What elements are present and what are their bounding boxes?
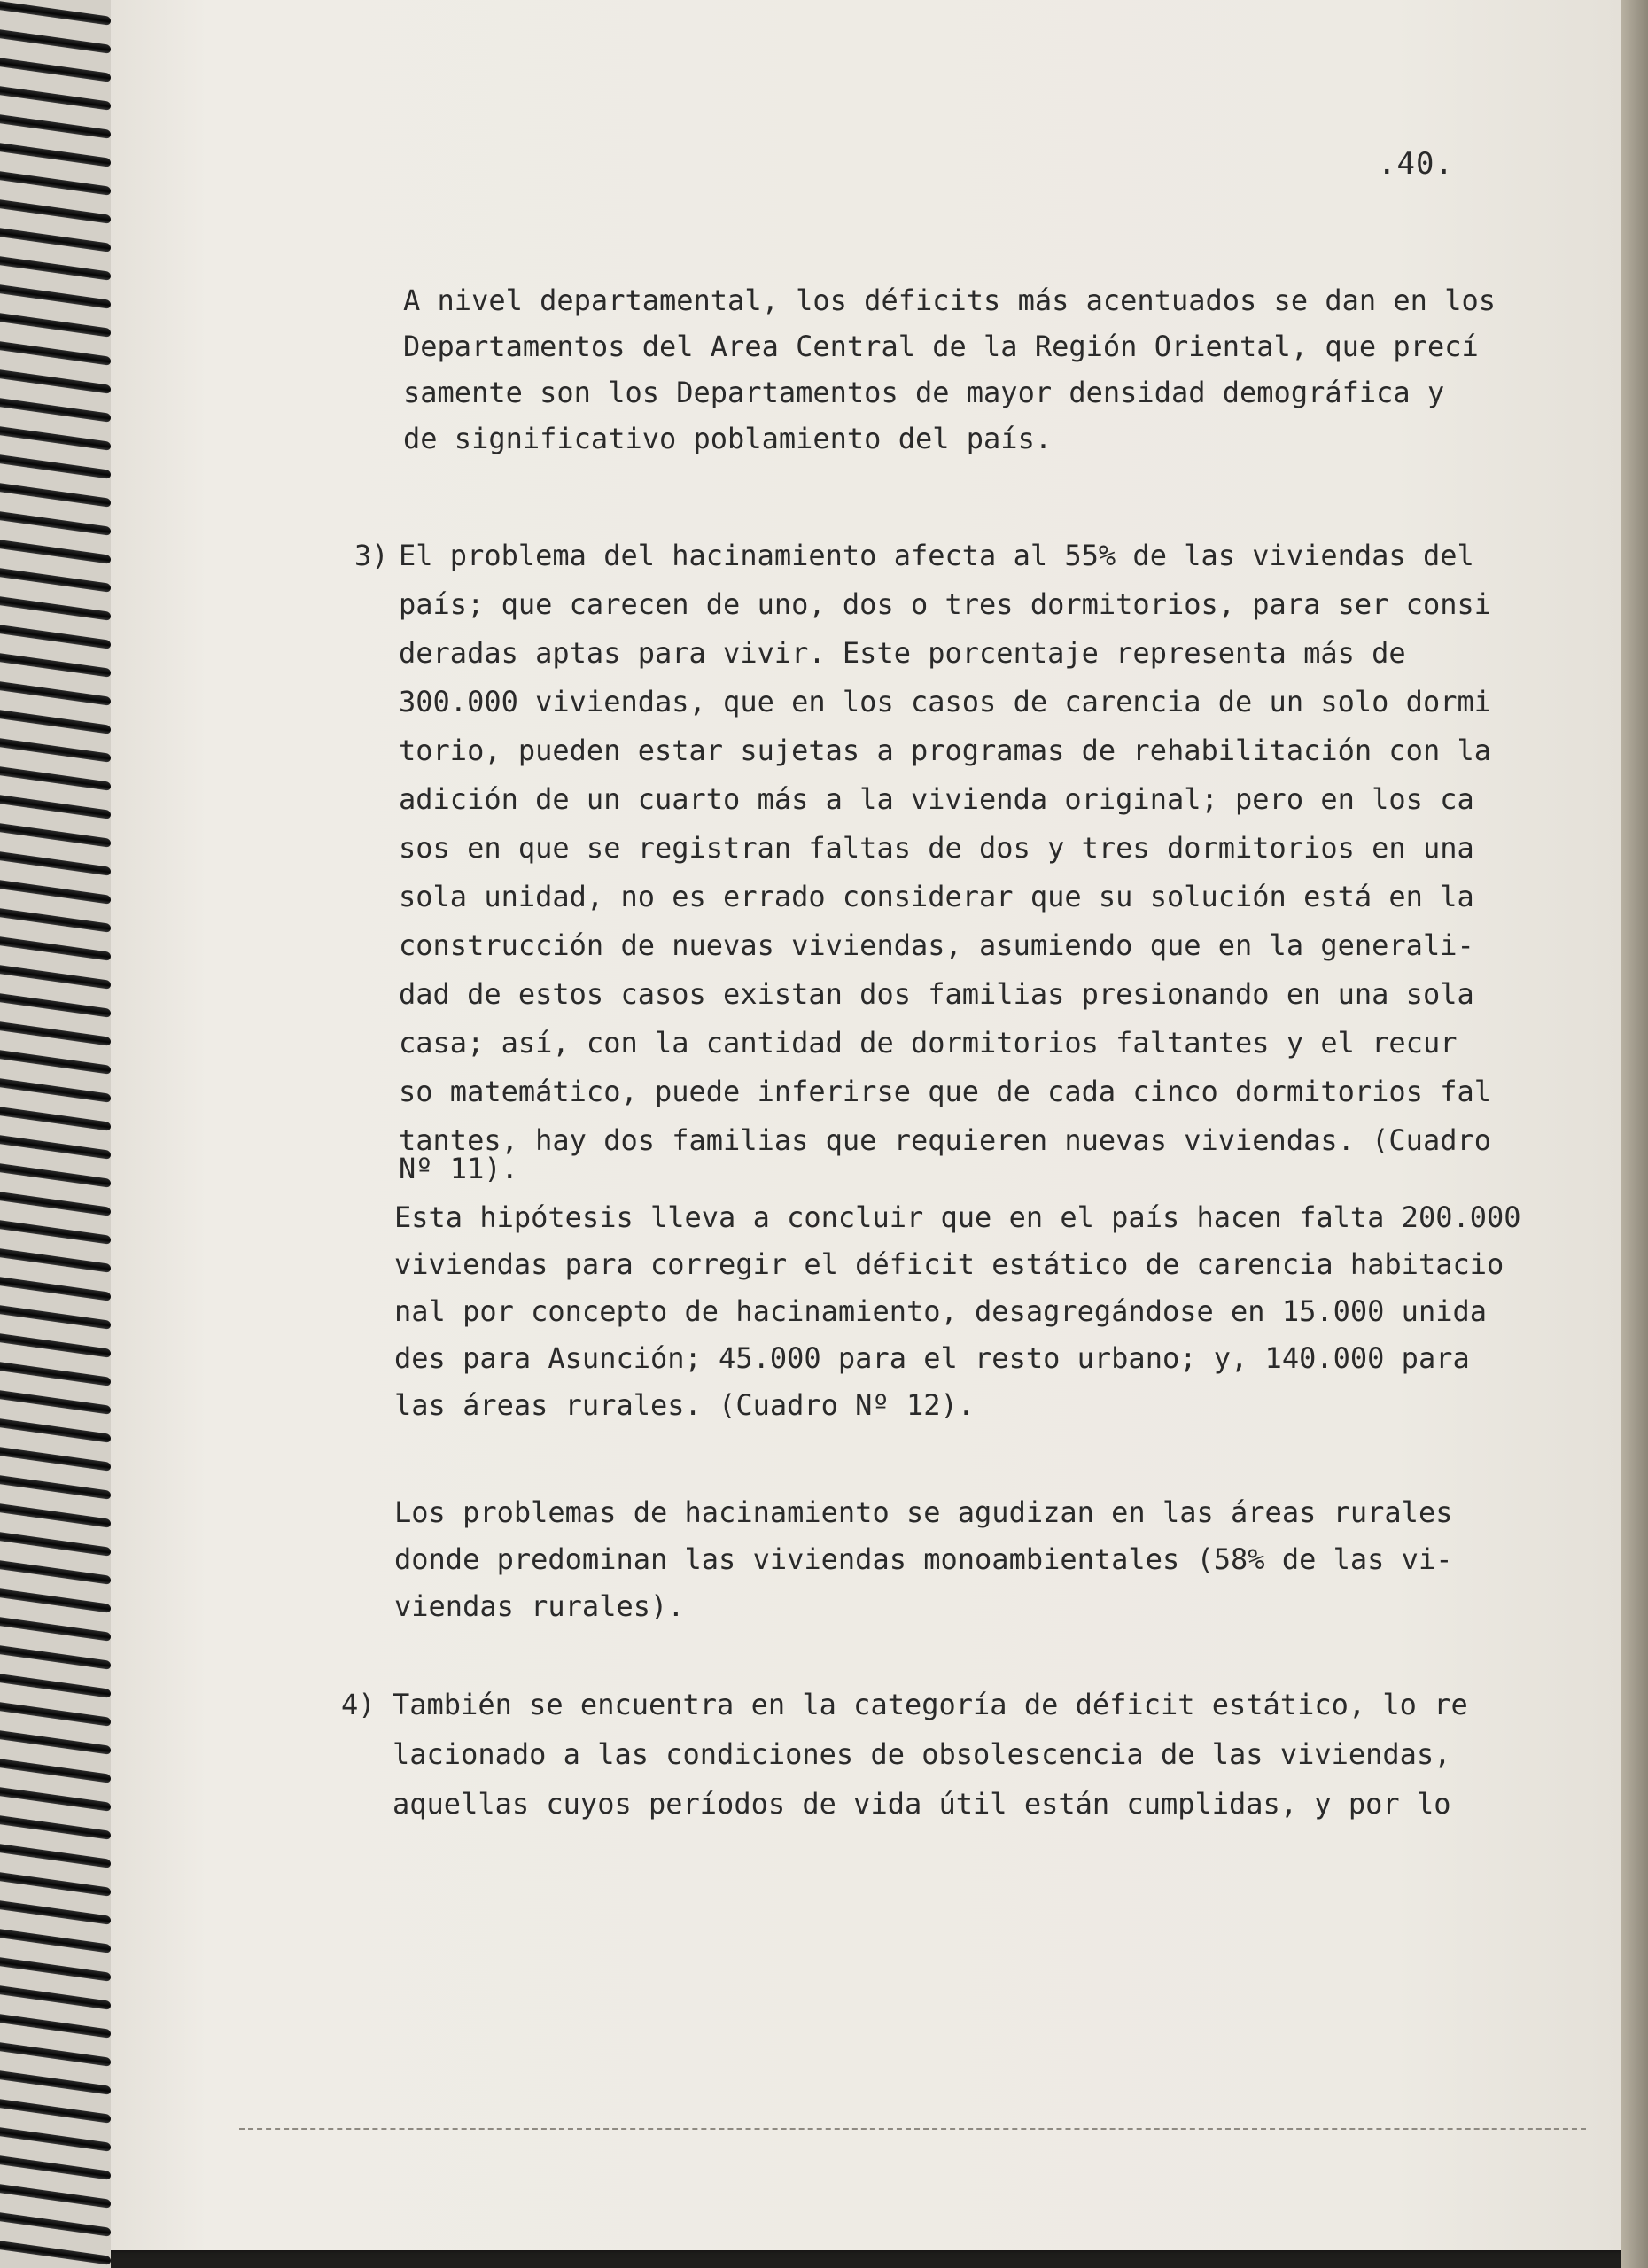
text-line: Esta hipótesis lleva a concluir que en el país hacen falta 200.000 [394,1200,1521,1234]
binding-coil [0,1503,111,1528]
binding-coil [0,596,111,621]
binding-coil [0,1220,111,1245]
binding-coil [0,86,111,111]
text-line: dad de estos casos existan dos familias presionando en una sola [399,977,1474,1011]
item-3-marker: 3) [354,539,389,572]
binding-coil [0,908,111,933]
binding-coil [0,1333,111,1358]
binding-coil [0,2042,111,2067]
text-line: Nº 11). [399,1152,518,1185]
binding-coil [0,1192,111,1216]
binding-coil [0,1957,111,1982]
binding-coil [0,851,111,876]
binding-coil [0,1900,111,1925]
binding-coil [0,313,111,338]
binding-coil [0,2127,111,2152]
text-line: so matemático, puede inferirse que de cada cinco dormitorios fal [399,1075,1491,1108]
binding-coil [0,1702,111,1727]
binding-coil [0,2014,111,2039]
text-line: sola unidad, no es errado considerar que su solución está en la [399,880,1474,913]
text-line: aquellas cuyos períodos de vida útil están cumplidas, y por lo [393,1787,1451,1821]
binding-coil [0,2155,111,2180]
binding-coil [0,1,111,26]
text-line: des para Asunción; 45.000 para el resto urbano; y, 140.000 para [394,1341,1470,1375]
binding-coil [0,2241,111,2265]
binding-coil [0,171,111,196]
text-line: Los problemas de hacinamiento se agudizan en las áreas rurales [394,1495,1453,1529]
binding-coil [0,1759,111,1783]
binding-coil [0,511,111,536]
page-stack-edge [1621,0,1648,2268]
binding-coil [0,1617,111,1642]
text-line: construcción de nuevas viviendas, asumiendo que en la generali- [399,928,1474,962]
text-line: país; que carecen de uno, dos o tres dormitorios, para ser consi [399,587,1491,621]
binding-coil [0,114,111,139]
binding-coil [0,426,111,451]
binding-coil [0,2099,111,2124]
spiral-binding [0,0,111,2268]
binding-coil [0,1674,111,1698]
text-line: tantes, hay dos familias que requieren nuevas viviendas. (Cuadro [399,1123,1491,1157]
binding-coil [0,936,111,961]
binding-coil [0,284,111,309]
text-line: El problema del hacinamiento afecta al 55% de las viviendas del [399,539,1474,572]
binding-coil [0,1475,111,1500]
binding-coil [0,199,111,224]
binding-coil [0,1418,111,1443]
text-line: torio, pueden estar sujetas a programas de rehabilitación con la [399,734,1491,767]
page-number: .40. [1378,146,1454,182]
binding-coil [0,58,111,82]
binding-coil [0,1985,111,2010]
binding-coil [0,1362,111,1386]
text-line: nal por concepto de hacinamiento, desagregándose en 15.000 unida [394,1294,1487,1328]
text-line: viendas rurales). [394,1589,685,1623]
binding-coil [0,2212,111,2237]
binding-coil [0,1730,111,1755]
binding-coil [0,2184,111,2209]
binding-coil [0,1645,111,1670]
binding-coil [0,398,111,423]
binding-coil [0,766,111,791]
binding-coil [0,143,111,167]
binding-coil [0,1107,111,1131]
item-4-marker: 4) [341,1688,376,1721]
binding-coil [0,993,111,1018]
text-line: A nivel departamental, los déficits más acentuados se dan en los [403,284,1496,317]
binding-coil [0,681,111,706]
binding-coil [0,965,111,990]
binding-coil [0,880,111,905]
binding-coil [0,1050,111,1075]
binding-coil [0,2070,111,2095]
binding-coil [0,1447,111,1472]
binding-coil [0,653,111,678]
binding-coil [0,1844,111,1868]
binding-coil [0,1135,111,1160]
binding-coil [0,1815,111,1840]
text-line: deradas aptas para vivir. Este porcentaje representa más de [399,636,1406,670]
text-line: 300.000 viviendas, que en los casos de carencia de un solo dormi [399,685,1491,718]
bottom-rule [239,2128,1586,2130]
binding-coil [0,625,111,649]
text-line: donde predominan las viviendas monoambientales (58% de las vi- [394,1542,1453,1576]
binding-coil [0,454,111,479]
binding-coil [0,1532,111,1557]
text-line: adición de un cuarto más a la vivienda original; pero en los ca [399,782,1474,816]
text-line: casa; así, con la cantidad de dormitorios faltantes y el recur [399,1026,1458,1060]
text-line: las áreas rurales. (Cuadro Nº 12). [394,1388,976,1422]
binding-coil [0,1078,111,1103]
binding-coil [0,483,111,508]
binding-coil [0,29,111,54]
text-line: Departamentos del Area Central de la Región Oriental, que precí [403,330,1479,363]
text-line: lacionado a las condiciones de obsolescencia de las viviendas, [393,1737,1451,1771]
binding-coil [0,369,111,394]
binding-coil [0,1163,111,1188]
binding-coil [0,795,111,819]
text-line: viviendas para corregir el déficit estático de carencia habitacio [394,1247,1504,1281]
binding-coil [0,1390,111,1415]
text-line: sos en que se registran faltas de dos y tres dormitorios en una [399,831,1474,865]
binding-coil [0,738,111,763]
binding-coil [0,1588,111,1613]
binding-coil [0,540,111,564]
binding-coil [0,1305,111,1330]
binding-coil [0,256,111,281]
binding-coil [0,228,111,252]
binding-coil [0,823,111,848]
binding-coil [0,1277,111,1301]
binding-coil [0,1248,111,1273]
binding-coil [0,1787,111,1812]
text-line: También se encuentra en la categoría de déficit estático, lo re [393,1688,1468,1721]
binding-coil [0,568,111,593]
binding-coil [0,710,111,734]
binding-coil [0,1021,111,1046]
text-line: samente son los Departamentos de mayor densidad demográfica y [403,376,1445,409]
binding-coil [0,1872,111,1897]
binding-coil [0,341,111,366]
text-line: de significativo poblamiento del país. [403,422,1053,455]
binding-coil [0,1929,111,1953]
binding-coil [0,1560,111,1585]
